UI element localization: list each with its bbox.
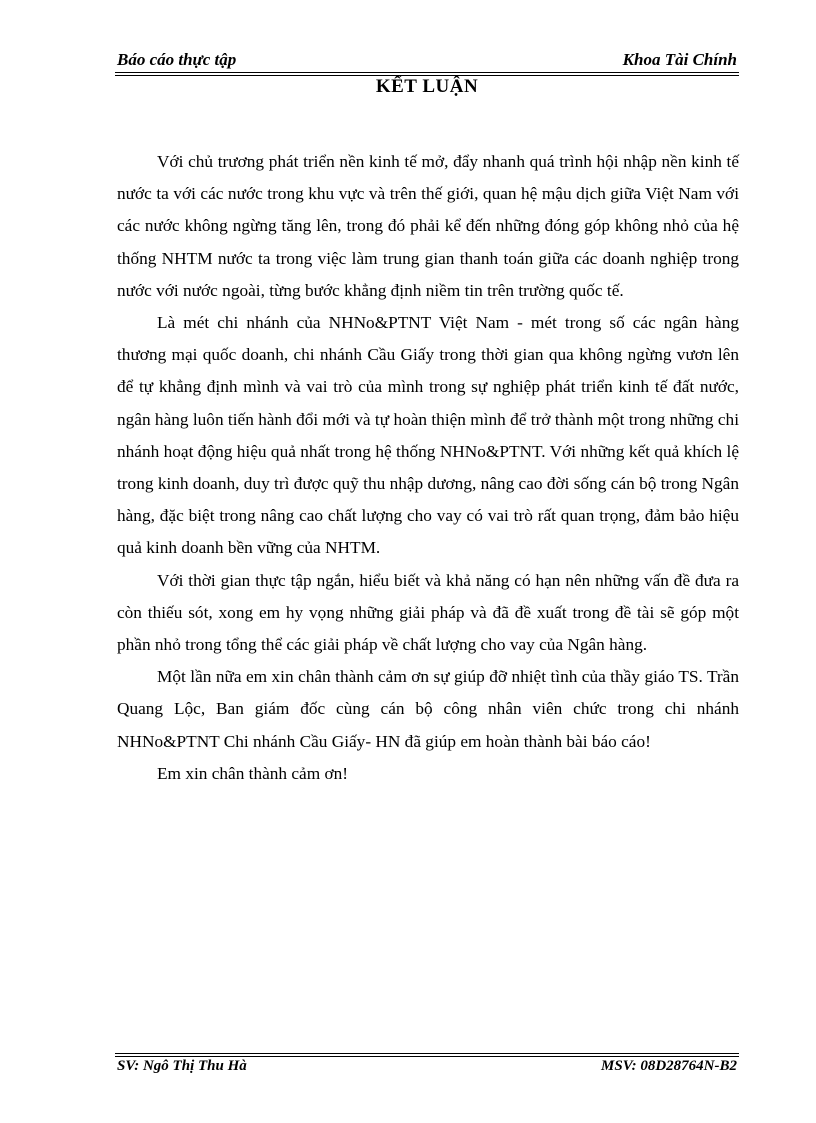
header-report-label: Báo cáo thực tập xyxy=(117,50,237,69)
paragraph: Với thời gian thực tập ngắn, hiểu biết và khả năng có hạn nên những vấn đề đưa ra còn thiếu sót, xong em hy vọng những giải pháp và đã đề xuất trong đề tài sẽ góp một phần nhỏ trong tổng thể các giải pháp về chất lượng cho vay của Ngân hàng. xyxy=(117,570,739,655)
footer-divider xyxy=(115,1053,739,1057)
paragraph: Một lần nữa em xin chân thành cảm ơn sự giúp đỡ nhiệt tình của thầy giáo TS. Trần Quang Lộc, Ban giám đốc cùng cán bộ công nhân viên chức trong chi nhánh NHNo&PTNT Chi nhánh Cầu Giấy- HN đã giúp em hoàn thành bài báo cáo! xyxy=(117,667,739,751)
document-body xyxy=(117,146,739,790)
footer-student-id: MSV: 08D28764N-B2 xyxy=(601,1058,737,1074)
page-title: KẾT LUẬN xyxy=(375,76,479,97)
header-faculty-label: Khoa Tài Chính xyxy=(622,50,737,69)
paragraph: Em xin chân thành cảm ơn! xyxy=(157,763,349,783)
paragraph: Là mét chi nhánh của NHNo&PTNT Việt Nam - mét trong số các ngân hàng thương mại quốc doanh, chi nhánh Cầu Giấy trong thời gian qua không ngừng vươn lên để tự khẳng định mình và vai trò của mình trong sự nghiệp phát triển kinh tế đất nước, ngân hàng luôn tiến hành đổi mới và tự hoàn thiện mình để trở thành một trong những chi nhánh hoạt động hiệu quả nhất trong hệ thống NHNo&PTNT. Với những kết quả khích lệ trong kinh doanh, duy trì được quỹ thu nhập dương, nâng cao đời sống cán bộ trong Ngân hàng, đặc biệt trong nâng cao chất lượng cho vay có vai trò rất quan trọng, đảm bảo hiệu quả kinh doanh bền vững của NHTM. xyxy=(117,313,739,558)
page-header xyxy=(117,48,737,70)
page-footer xyxy=(117,1058,737,1075)
footer-student-name: SV: Ngô Thị Thu Hà xyxy=(117,1058,247,1074)
paragraph: Với chủ trương phát triển nền kinh tế mở, đẩy nhanh quá trình hội nhập nền kinh tế nước ta với các nước trong khu vực và trên thế giới, quan hệ mậu dịch giữa Việt Nam với các nước không ngừng tăng lên, trong đó phải kể đến những đóng góp không nhỏ của hệ thống NHTM nước ta trong việc làm trung gian thanh toán giữa các doanh nghiệp trong nước với nước ngoài, từng bước khẳng định niềm tin trên trường quốc tế. xyxy=(117,152,739,300)
